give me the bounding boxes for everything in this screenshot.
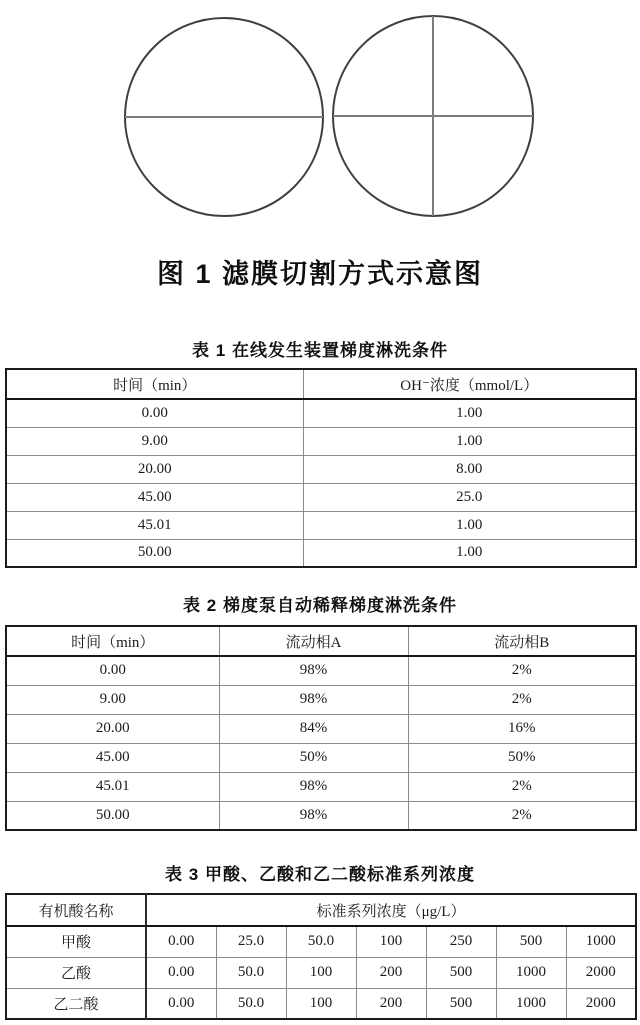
table-cell: 2000	[566, 957, 636, 988]
column-header: 时间（min）	[6, 626, 219, 656]
quarter-cut-membrane-icon	[333, 16, 533, 216]
table-cell: 20.00	[6, 455, 303, 483]
table-cell: 2%	[408, 772, 636, 801]
table-cell: 9.00	[6, 427, 303, 455]
row-header: 乙二酸	[6, 988, 146, 1019]
table-cell: 500	[426, 957, 496, 988]
table-row	[6, 714, 636, 743]
table-cell: 0.00	[146, 988, 216, 1019]
table-cell: 2%	[408, 656, 636, 685]
column-header: 流动相A	[219, 626, 408, 656]
column-header: 流动相B	[408, 626, 636, 656]
table-cell: 50.0	[216, 957, 286, 988]
table-cell: 98%	[219, 801, 408, 830]
column-header: OH⁻浓度（mmol/L）	[303, 369, 636, 399]
table-row	[6, 455, 636, 483]
table3-standard-series	[5, 893, 637, 1020]
table-cell: 50.00	[6, 539, 303, 567]
table-cell: 45.01	[6, 772, 219, 801]
table-cell: 50%	[408, 743, 636, 772]
table-row	[6, 511, 636, 539]
table-cell: 1.00	[303, 427, 636, 455]
table-cell: 84%	[219, 714, 408, 743]
table1-header-row	[6, 369, 636, 399]
figure1-caption: 图 1 滤膜切割方式示意图	[156, 259, 484, 289]
table-row	[6, 801, 636, 830]
table-cell: 250	[426, 926, 496, 957]
table-cell: 20.00	[6, 714, 219, 743]
membrane-cutting-diagram	[0, 0, 640, 235]
table-row	[6, 685, 636, 714]
table-cell: 1000	[496, 957, 566, 988]
table-cell: 0.00	[146, 957, 216, 988]
table-cell: 45.00	[6, 483, 303, 511]
table-cell: 1000	[496, 988, 566, 1019]
table-cell: 100	[286, 988, 356, 1019]
table-cell: 8.00	[303, 455, 636, 483]
table-cell: 1.00	[303, 399, 636, 427]
table-row	[6, 399, 636, 427]
table-cell: 0.00	[6, 656, 219, 685]
table-row	[6, 539, 636, 567]
table-row	[6, 957, 636, 988]
table-cell: 16%	[408, 714, 636, 743]
column-header-span: 标准系列浓度（μg/L）	[146, 894, 636, 926]
table-cell: 0.00	[146, 926, 216, 957]
column-header: 有机酸名称	[6, 894, 146, 926]
table-row	[6, 926, 636, 957]
table-cell: 98%	[219, 685, 408, 714]
table-cell: 200	[356, 957, 426, 988]
column-header: 时间（min）	[6, 369, 303, 399]
table-cell: 500	[496, 926, 566, 957]
table-row	[6, 988, 636, 1019]
table-cell: 2%	[408, 685, 636, 714]
table2-pump-dilution-gradient	[5, 625, 637, 831]
table-row	[6, 427, 636, 455]
table-cell: 100	[356, 926, 426, 957]
table-cell: 50%	[219, 743, 408, 772]
table2-header-row	[6, 626, 636, 656]
table-cell: 2%	[408, 801, 636, 830]
table-cell: 200	[356, 988, 426, 1019]
table-cell: 98%	[219, 772, 408, 801]
table-cell: 1.00	[303, 511, 636, 539]
table-row	[6, 743, 636, 772]
table-row	[6, 483, 636, 511]
table3-header-row	[6, 894, 636, 926]
table-cell: 50.0	[286, 926, 356, 957]
table-cell: 9.00	[6, 685, 219, 714]
table-cell: 500	[426, 988, 496, 1019]
table-cell: 100	[286, 957, 356, 988]
table-row	[6, 772, 636, 801]
table-row	[6, 656, 636, 685]
table-cell: 50.00	[6, 801, 219, 830]
table-cell: 1000	[566, 926, 636, 957]
table-cell: 45.01	[6, 511, 303, 539]
table-cell: 45.00	[6, 743, 219, 772]
row-header: 甲酸	[6, 926, 146, 957]
table-cell: 1.00	[303, 539, 636, 567]
table-cell: 25.0	[216, 926, 286, 957]
table-cell: 98%	[219, 656, 408, 685]
table-cell: 25.0	[303, 483, 636, 511]
table-cell: 2000	[566, 988, 636, 1019]
table-cell: 0.00	[6, 399, 303, 427]
table-cell: 50.0	[216, 988, 286, 1019]
row-header: 乙酸	[6, 957, 146, 988]
table2-title: 表 2 梯度泵自动稀释梯度淋洗条件	[183, 596, 457, 615]
table1-gradient-elution	[5, 368, 637, 568]
table1-title: 表 1 在线发生装置梯度淋洗条件	[192, 341, 448, 360]
half-cut-membrane-icon	[125, 18, 323, 216]
table3-title: 表 3 甲酸、乙酸和乙二酸标准系列浓度	[165, 865, 475, 884]
